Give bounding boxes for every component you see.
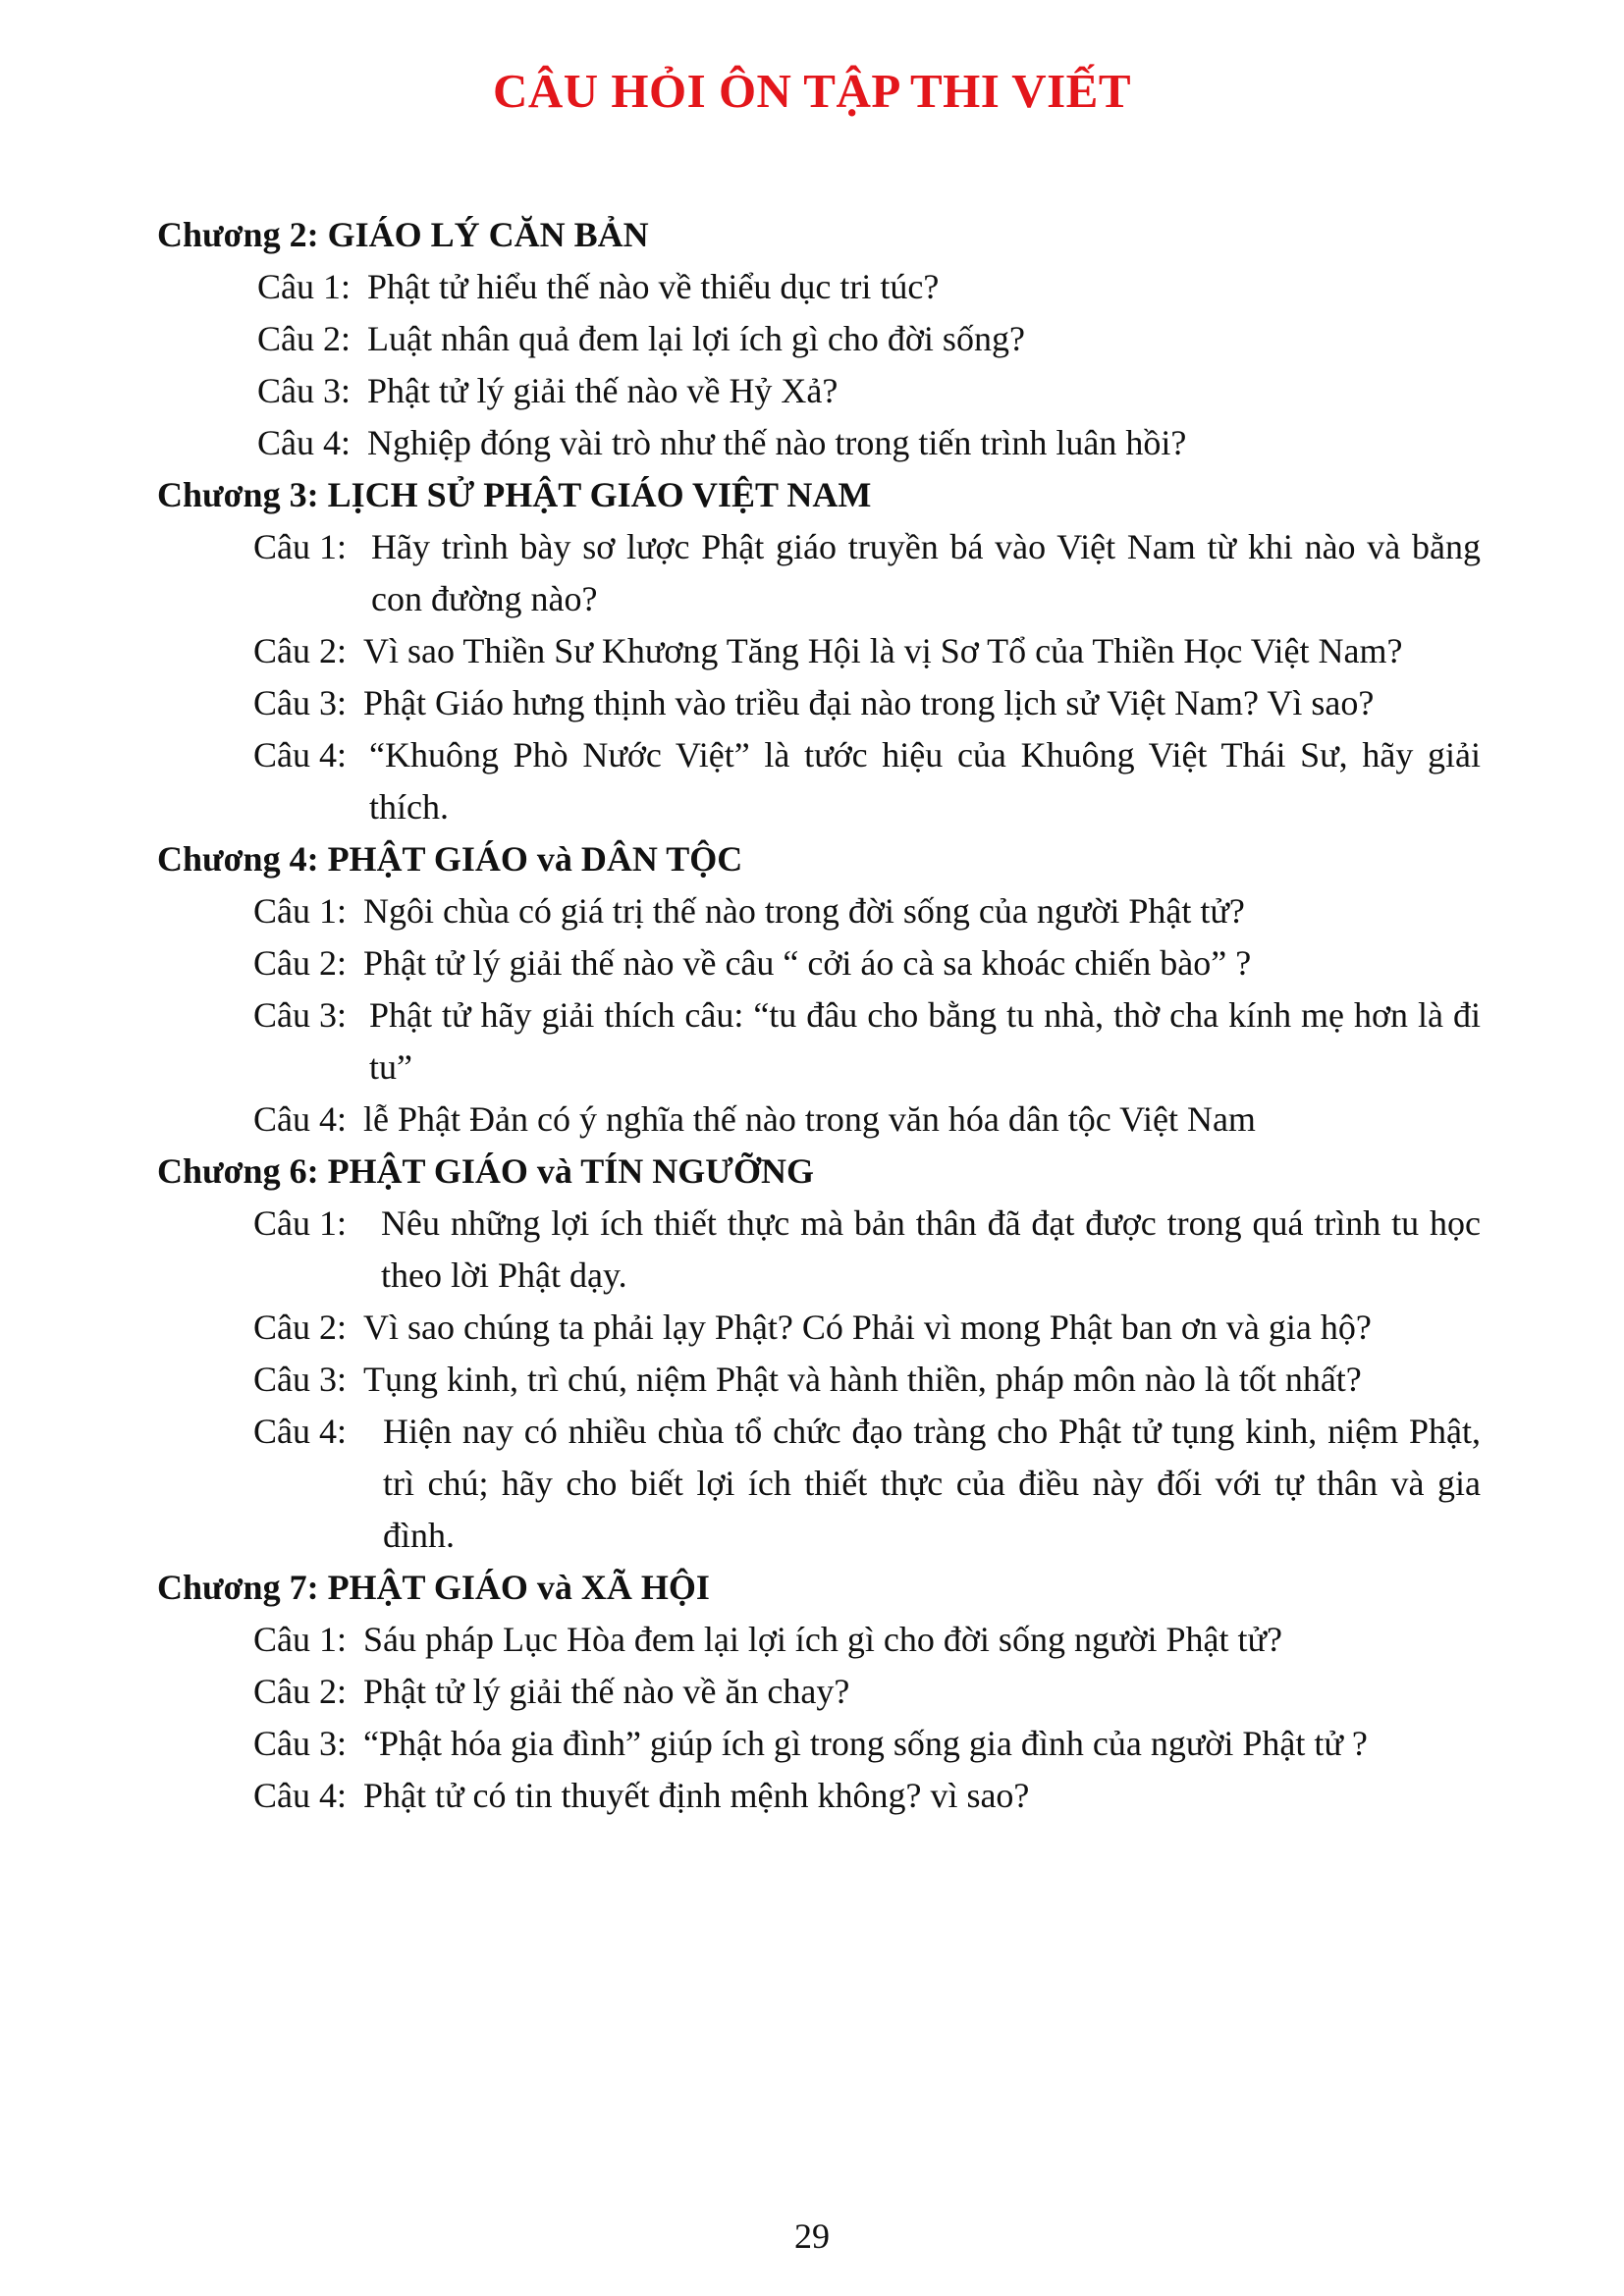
question-list: [0, 209, 1624, 1822]
question-text: Tụng kinh, trì chú, niệm Phật và hành thiền, pháp môn nào là tốt nhất?: [363, 1360, 1362, 1399]
question-label: Câu 4:: [253, 735, 347, 774]
question-text: lễ Phật Đản có ý nghĩa thế nào trong văn hóa dân tộc Việt Nam: [363, 1099, 1256, 1139]
question-item: [257, 365, 1485, 417]
question-text: Phật Giáo hưng thịnh vào triều đại nào trong lịch sử Việt Nam? Vì sao?: [363, 683, 1375, 722]
question-text: Nghiệp đóng vài trò như thế nào trong tiến trình luân hồi?: [367, 423, 1187, 462]
question-label: Câu 2:: [257, 319, 351, 358]
question-label: Câu 3:: [253, 1360, 347, 1399]
question-label: Câu 2:: [253, 943, 347, 983]
question-label: Câu 4:: [253, 1776, 347, 1815]
chapter-heading: Chương 4: PHẬT GIÁO và DÂN TỘC: [157, 839, 743, 879]
question-label: Câu 1:: [253, 1203, 347, 1243]
question-label: Câu 2:: [253, 1308, 347, 1347]
chapter-heading: Chương 7: PHẬT GIÁO và XÃ HỘI: [157, 1568, 710, 1607]
question-item: [253, 1354, 1490, 1406]
question-text: Vì sao Thiền Sư Khương Tăng Hội là vị Sơ Tổ của Thiền Học Việt Nam?: [363, 631, 1403, 670]
question-item: [253, 1406, 1481, 1562]
question-item: [257, 313, 1485, 365]
question-text: “Phật hóa gia đình” giúp ích gì trong sống gia đình của người Phật tử ?: [363, 1724, 1368, 1763]
question-item: [253, 1094, 1481, 1146]
question-label: Câu 4:: [253, 1412, 347, 1451]
chapter-7: [0, 1562, 1624, 1822]
question-item: [253, 1198, 1481, 1302]
question-item: [253, 989, 1481, 1094]
question-label: Câu 1:: [257, 267, 351, 306]
question-label: Câu 3:: [253, 1724, 347, 1763]
question-label: Câu 2:: [253, 631, 347, 670]
question-item: [253, 1614, 1481, 1666]
question-item: [253, 521, 1481, 625]
question-text: Phật tử có tin thuyết định mệnh không? vì sao?: [363, 1776, 1030, 1815]
page-title: CÂU HỎI ÔN TẬP THI VIẾT: [492, 64, 1132, 118]
question-item: [253, 1770, 1481, 1822]
question-item: [253, 677, 1490, 729]
question-item: [253, 1302, 1490, 1354]
chapter-2: [0, 209, 1624, 469]
question-text: Vì sao chúng ta phải lạy Phật? Có Phải vì mong Phật ban ơn và gia hộ?: [363, 1308, 1372, 1347]
question-item: [253, 1718, 1481, 1770]
question-text: Phật tử lý giải thế nào về câu “ cởi áo cà sa khoác chiến bào” ?: [363, 943, 1252, 983]
question-text: Phật tử lý giải thế nào về ăn chay?: [363, 1672, 850, 1711]
question-text: Nêu những lợi ích thiết thực mà bản thân đã đạt được trong quá trình tu học theo lời Phật dạy.: [381, 1203, 1481, 1295]
chapter-4: [0, 833, 1624, 1146]
question-item: [253, 625, 1490, 677]
question-item: [257, 261, 1485, 313]
question-label: Câu 1:: [253, 527, 347, 566]
question-label: Câu 3:: [253, 995, 347, 1035]
question-label: Câu 3:: [253, 683, 347, 722]
question-text: Ngôi chùa có giá trị thế nào trong đời sống của người Phật tử?: [363, 891, 1245, 931]
question-text: Phật tử hãy giải thích câu: “tu đâu cho bằng tu nhà, thờ cha kính mẹ hơn là đi tu”: [369, 995, 1481, 1087]
chapter-heading: Chương 2: GIÁO LÝ CĂN BẢN: [157, 215, 649, 254]
chapter-3: [0, 469, 1624, 833]
question-label: Câu 4:: [257, 423, 351, 462]
chapter-heading: Chương 6: PHẬT GIÁO và TÍN NGƯỠNG: [157, 1151, 814, 1191]
question-label: Câu 1:: [253, 1620, 347, 1659]
chapter-6: [0, 1146, 1624, 1562]
question-text: Hãy trình bày sơ lược Phật giáo truyền bá vào Việt Nam từ khi nào và bằng con đường nào?: [371, 527, 1481, 618]
question-text: Luật nhân quả đem lại lợi ích gì cho đời sống?: [367, 319, 1025, 358]
question-label: Câu 1:: [253, 891, 347, 931]
question-text: “Khuông Phò Nước Việt” là tước hiệu của Khuông Việt Thái Sư, hãy giải thích.: [369, 735, 1481, 827]
question-item: [253, 729, 1481, 833]
page-number: 29: [794, 2216, 830, 2256]
question-text: Sáu pháp Lục Hòa đem lại lợi ích gì cho đời sống người Phật tử?: [363, 1620, 1282, 1659]
question-item: [253, 885, 1481, 937]
question-item: [253, 937, 1481, 989]
question-label: Câu 2:: [253, 1672, 347, 1711]
question-text: Phật tử lý giải thế nào về Hỷ Xả?: [367, 371, 839, 410]
question-item: [253, 1666, 1481, 1718]
question-label: Câu 4:: [253, 1099, 347, 1139]
chapter-heading: Chương 3: LỊCH SỬ PHẬT GIÁO VIỆT NAM: [157, 475, 872, 514]
question-label: Câu 3:: [257, 371, 351, 410]
question-text: Hiện nay có nhiều chùa tổ chức đạo tràng cho Phật tử tụng kinh, niệm Phật, trì chú; hãy cho biết lợi ích thiết thực của điều này đối với tự thân và gia đình.: [383, 1412, 1481, 1555]
question-text: Phật tử hiểu thế nào về thiểu dục tri túc?: [367, 267, 940, 306]
question-item: [257, 417, 1485, 469]
